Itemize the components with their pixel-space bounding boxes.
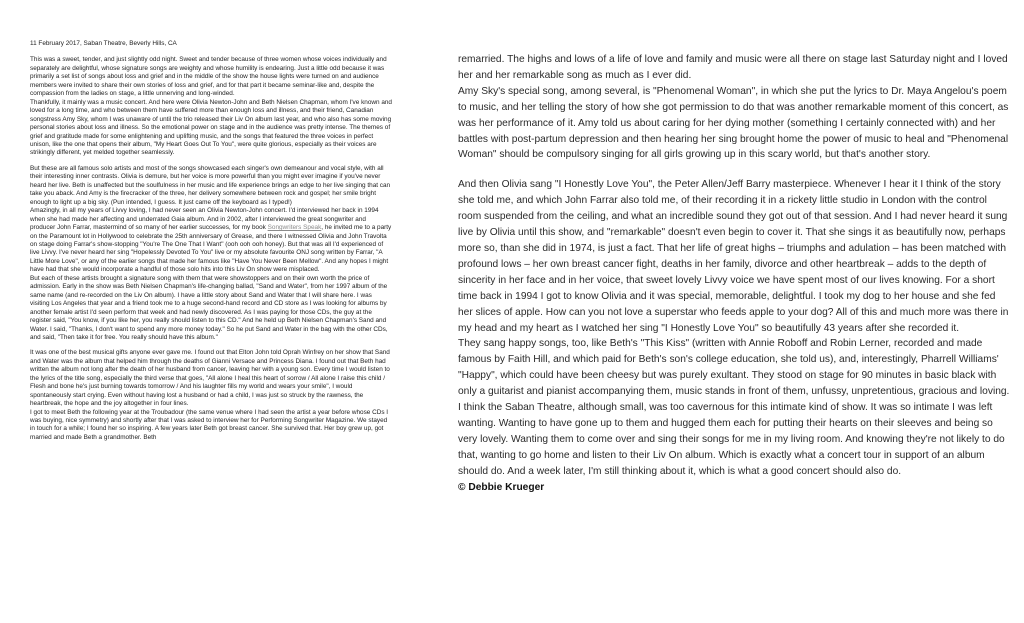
paragraph-musical-gift: It was one of the best musical gifts anyone ever gave me. I found out that Elton John told Oprah Winfrey on her show that Sand and Water was the album that helped him through the deaths of Gianni Versace and Princess Diana. I found out that Beth had written the album not long after the death of her husband from cancer, leaving her with a young son. Every time I would listen to the lyrics of the title song, especially the third verse that goes, "All alone I heal this heart of sorrow / All alone I raise this child / Flesh and bone he's just burning towards tomorrow / And his laughter fills my world and wears your smile", I would spontaneously start crying. Even without having lost a husband or had a child, I was just so struck by the rawness, the heartbreak, the hope and the joy altogether in four lines. — [30, 349, 390, 408]
paragraph-remarried: remarried. The highs and lows of a life of love and family and music were all there on stage last Saturday night and I loved her and her remarkable song as much as I ever did. — [458, 54, 1008, 81]
left-page — [0, 0, 458, 623]
songwriters-speak-link[interactable]: Songwriters Speak — [267, 224, 322, 232]
paragraph-livvy-text-start: Amazingly, in all my years of Livvy loving, I had never seen an Olivia Newton-John concert. I'd interviewed her back in 1994 when she had made her affecting and underrated Gaia album. And in 2002, after I interviewed the great songwriter and producer John Farrar, mastermind of so many of her earlier successes, for my book — [30, 207, 379, 232]
paragraph-livvy — [30, 207, 392, 275]
copyright-line: © Debbie Krueger — [458, 481, 545, 493]
paragraph-happy-songs: They sang happy songs, too, like Beth's "This Kiss" (written with Annie Roboff and Robin Lerner, recorded and made famous by Faith Hill, and which paid for Beth's son's college education, she told us), and, interestingly, Pharrell Williams' "Happy", which could have been cheesy but was purely exultant. They stood on stage for 90 minutes in basic black with only a guitarist and pianist accompanying them, music stands in front of them, unfussy, unpretentious, gracious and loving. I think the Saban Theatre, although small, was too cavernous for this intimate kind of show. It was so intimate I was left wanting. Wanting to have gone up to them and hugged them each for putting their hearts on their sleeves and being so very lovely. Wanting them to come over and sing their songs for me in my living room. And knowing they're not likely to do that, wanting to go home and listen to their Liv On album. Which is exactly what a concert tour in support of an album should do. And a week later, I'm still thinking about it, which is what a good concert should also do. — [458, 338, 1010, 477]
paragraph-honestly-love-you: And then Olivia sang "I Honestly Love You", the Peter Allen/Jeff Barry masterpiece. Whenever I hear it I think of the story she told me, and which John Farrar also told me, of their recording it in a rickety little studio in London with the control room suspended from the ceiling, and what an incredible sound they got out of that session. And I had never heard it sung live by Olivia until this show, and "remarkable" doesn't even begin to cover it. That she sings it as beautifully now, perhaps more so, than she did in 1974, is just a fact. That her life of great highs – triumphs and adulation – has been matched with profound lows – her own breast cancer fight, deaths in her family, divorce and other heartbreak – adds to the depth of sincerity in her face and in her voice, that sweet lovely Livvy voice we have spent most of our lives knowing. For a short time back in 1994 I got to know Olivia and it was special, memorable, delightful. I took my dog to her house and she fed her slices of apple. How can you not love a superstar who feeds apple to your dog? All of this and much more was there in my head and my heart as I watched her sing "I Honestly Love You" so beautifully 43 years after she recorded it. — [458, 179, 1009, 334]
paragraph-performers: Thankfully, it mainly was a music concert. And here were Olivia Newton-John and Beth Nielsen Chapman, whom I've known and loved for a long time, and who between them have suffered more than enough loss and illness, and their friend, Canadian songstress Amy Sky, whom I was unaware of until the trio released their Liv On album last year, and who also has some moving personal stories about loss and illness. So the emotional power on stage and in the audience was pretty intense. The themes of grief and gratitude made for some enlightening and uplifting music, and the songs that featured the three voices in perfect unison, like the one that opens their album, "My Heart Goes Out To You", were quite glorious, especially as their voices are strikingly different, yet melded together seamlessly. — [30, 98, 392, 157]
paragraph-intro: This was a sweet, tender, and just slightly odd night. Sweet and tender because of three women whose voices individually and separately are delightful, whose signature songs are weighty and whose humility is endearing. Just a little odd because it was primarily a set list of songs about loss and grief and in the middle of the show the house lights were turned on and audience members were invited to share their own stories of loss and grief, and for that part it became seminar-like and, despite the compassion from the ladies on stage, a little unnerving and long-winded. — [30, 56, 387, 98]
paragraph-solo-artists: But these are all famous solo artists and most of the songs showcased each singer's own demeanour and vocal style, with all their interesting inner contrasts. Olivia is demure, but her voice is more powerful than you might ever imagine if you've never heard her live. Beth is unaffected but the soulfulness in her music and life experience brings an edge to her live singing that can take you aback. And Amy is the firecracker of the three, her delivery somewhere between rock and gospel; her smile bright enough to light up a big sky. (Pun intended, I guess. It just came off the keyboard as I typed!) — [30, 164, 391, 206]
paragraph-sand-and-water: But each of these artists brought a signature song with them that were showstoppers and on their own worth the price of admission. Early in the show was Beth Nielsen Chapman's life-changing ballad, "Sand and Water", from her 1997 album of the same name (and re-recorded on the Liv On album). I have a little story about Sand and Water that I will share here. I was visiting Los Angeles that year and a friend took me to a huge second-hand record and CD store as I was looking for albums by another female artist I'd seen perform that week and had newly discovered. As I was paying for those CDs, the guy at the register said, "You know, if you like her, you really should listen to this CD." And he held up Beth Nielsen Chapman's Sand and Water. I said, "Thanks, I don't want to spend any more money today." So he put Sand and Water in the bag with the other CDs, and said, "Then take it for free. You really should have this album." — [30, 274, 388, 341]
paragraph-livvy-text-end: , he invited me to a party on the Paramount lot in Hollywood to celebrate the 25th anniversary of Grease, and there I witnessed Olivia and John Travolta on stage doing Farrar's show-stopping "You're The One That I Want" (ooh ooh ooh honey). But that was all I'd experienced of live Livvy. I've never heard her sing "Hopelessly Devoted To You" live or my absolute favourite ONJ song written by Farrar, "A Little More Love", or any of the earlier songs that made her famous like "Have You Never Been Mellow". And any hopes I might have had that she would incorporate a handful of those solo hits into this Liv On show were misplaced. — [30, 224, 392, 274]
right-page — [458, 0, 1024, 623]
left-column — [30, 40, 392, 442]
right-column — [458, 52, 1010, 495]
paragraph-amy-sky: Amy Sky's special song, among several, is "Phenomenal Woman", in which she put the lyrics to Dr. Maya Angelou's poem to music, and her telling the story of how she got permission to do that was another remarkable moment of this concert, as was her performance of it. Amy told us about caring for her dying mother (something I certainly connected with) and her battles with post-partum depression and then hearing her sing brought home the power of music to heal and "Phenomenal Woman" should be compulsory singing for all girls growing up in this scary world, but that's another story. — [458, 85, 1009, 161]
paragraph-troubadour: I got to meet Beth the following year at the Troubadour (the same venue where I had seen the artist a year before whose CDs I was buying, nice symmetry) and shortly after that I was asked to interview her for Performing Songwriter Magazine. We stayed in touch for a while; I found her so inspiring. A few years later Beth got breast cancer. She survived that. Her boy grew up, got married and made Beth a grandmother. Beth — [30, 408, 389, 441]
date-line: 11 February 2017, Saban Theatre, Beverly Hills, CA — [30, 40, 177, 47]
